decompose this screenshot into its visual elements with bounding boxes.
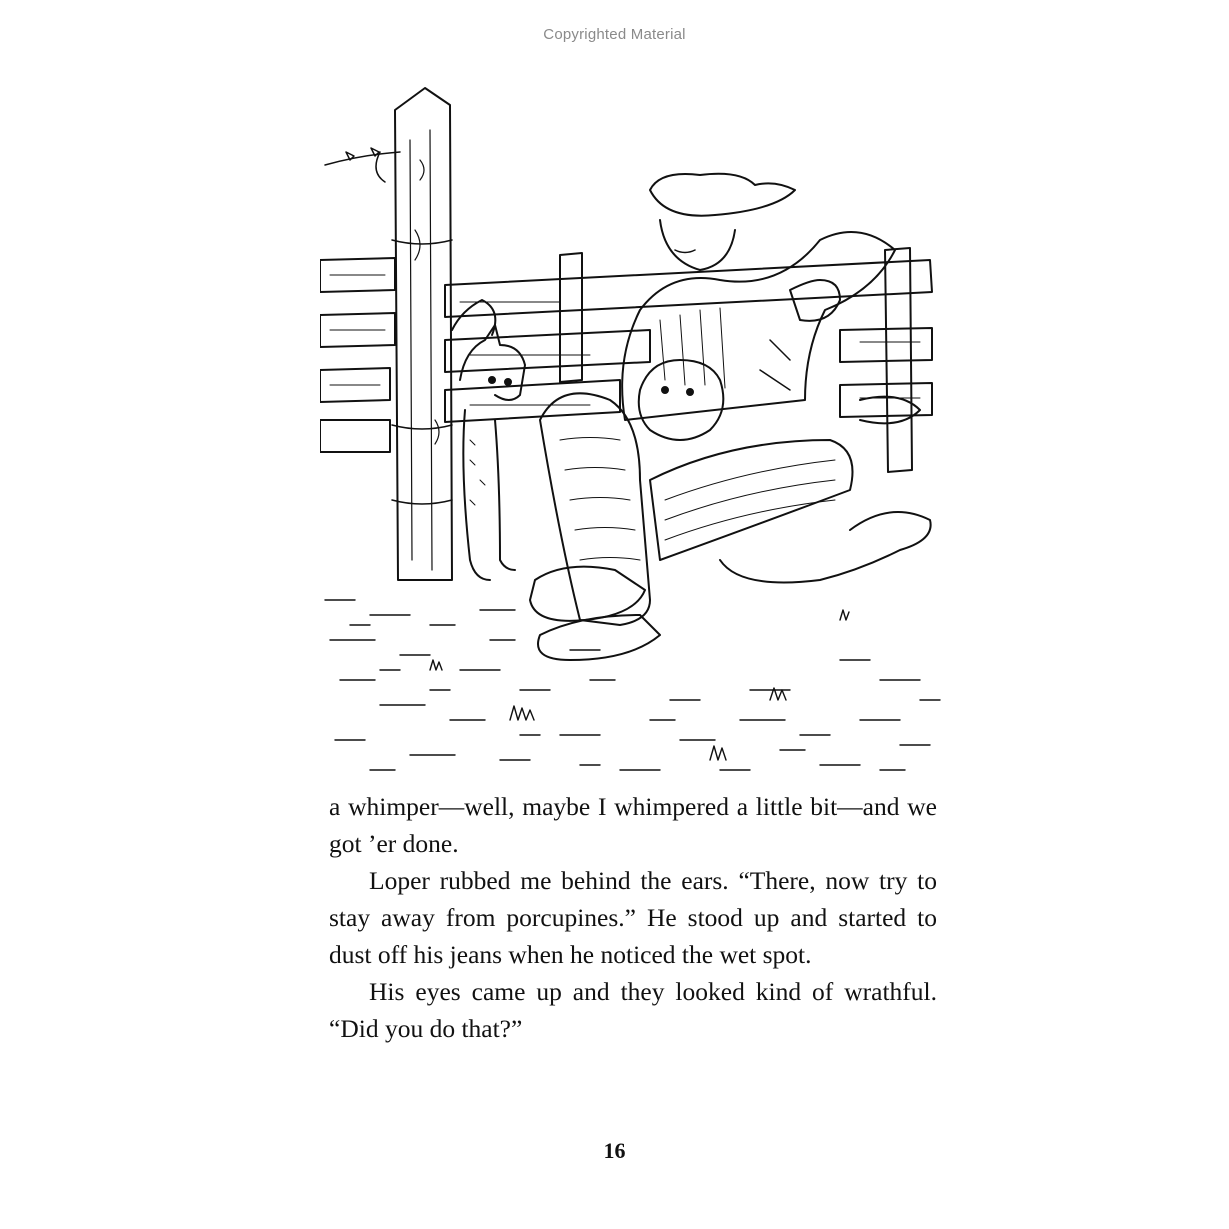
- paragraph: His eyes came up and they looked kind of wrathful. “Did you do that?”: [329, 977, 937, 1043]
- fence-post-center: [560, 253, 582, 382]
- cowboy-dog-illustration: [320, 80, 945, 780]
- barbed-wire: [325, 148, 400, 182]
- paragraph-continuation: a whimper—well, maybe I whimpered a little bit—and we got ’er done.: [329, 792, 937, 858]
- small-dog: [452, 300, 525, 580]
- ground-hatching: [325, 600, 940, 770]
- paragraph: Loper rubbed me behind the ears. “There, now try to stay away from porcupines.” He stood up and started to dust off his jeans when he noticed the wet spot.: [329, 866, 937, 969]
- copyright-watermark: Copyrighted Material: [543, 26, 686, 43]
- story-text: [329, 788, 937, 1047]
- page-number: 16: [603, 1138, 626, 1163]
- cowboy-legs: [530, 393, 853, 660]
- fence-post-left: [392, 88, 452, 580]
